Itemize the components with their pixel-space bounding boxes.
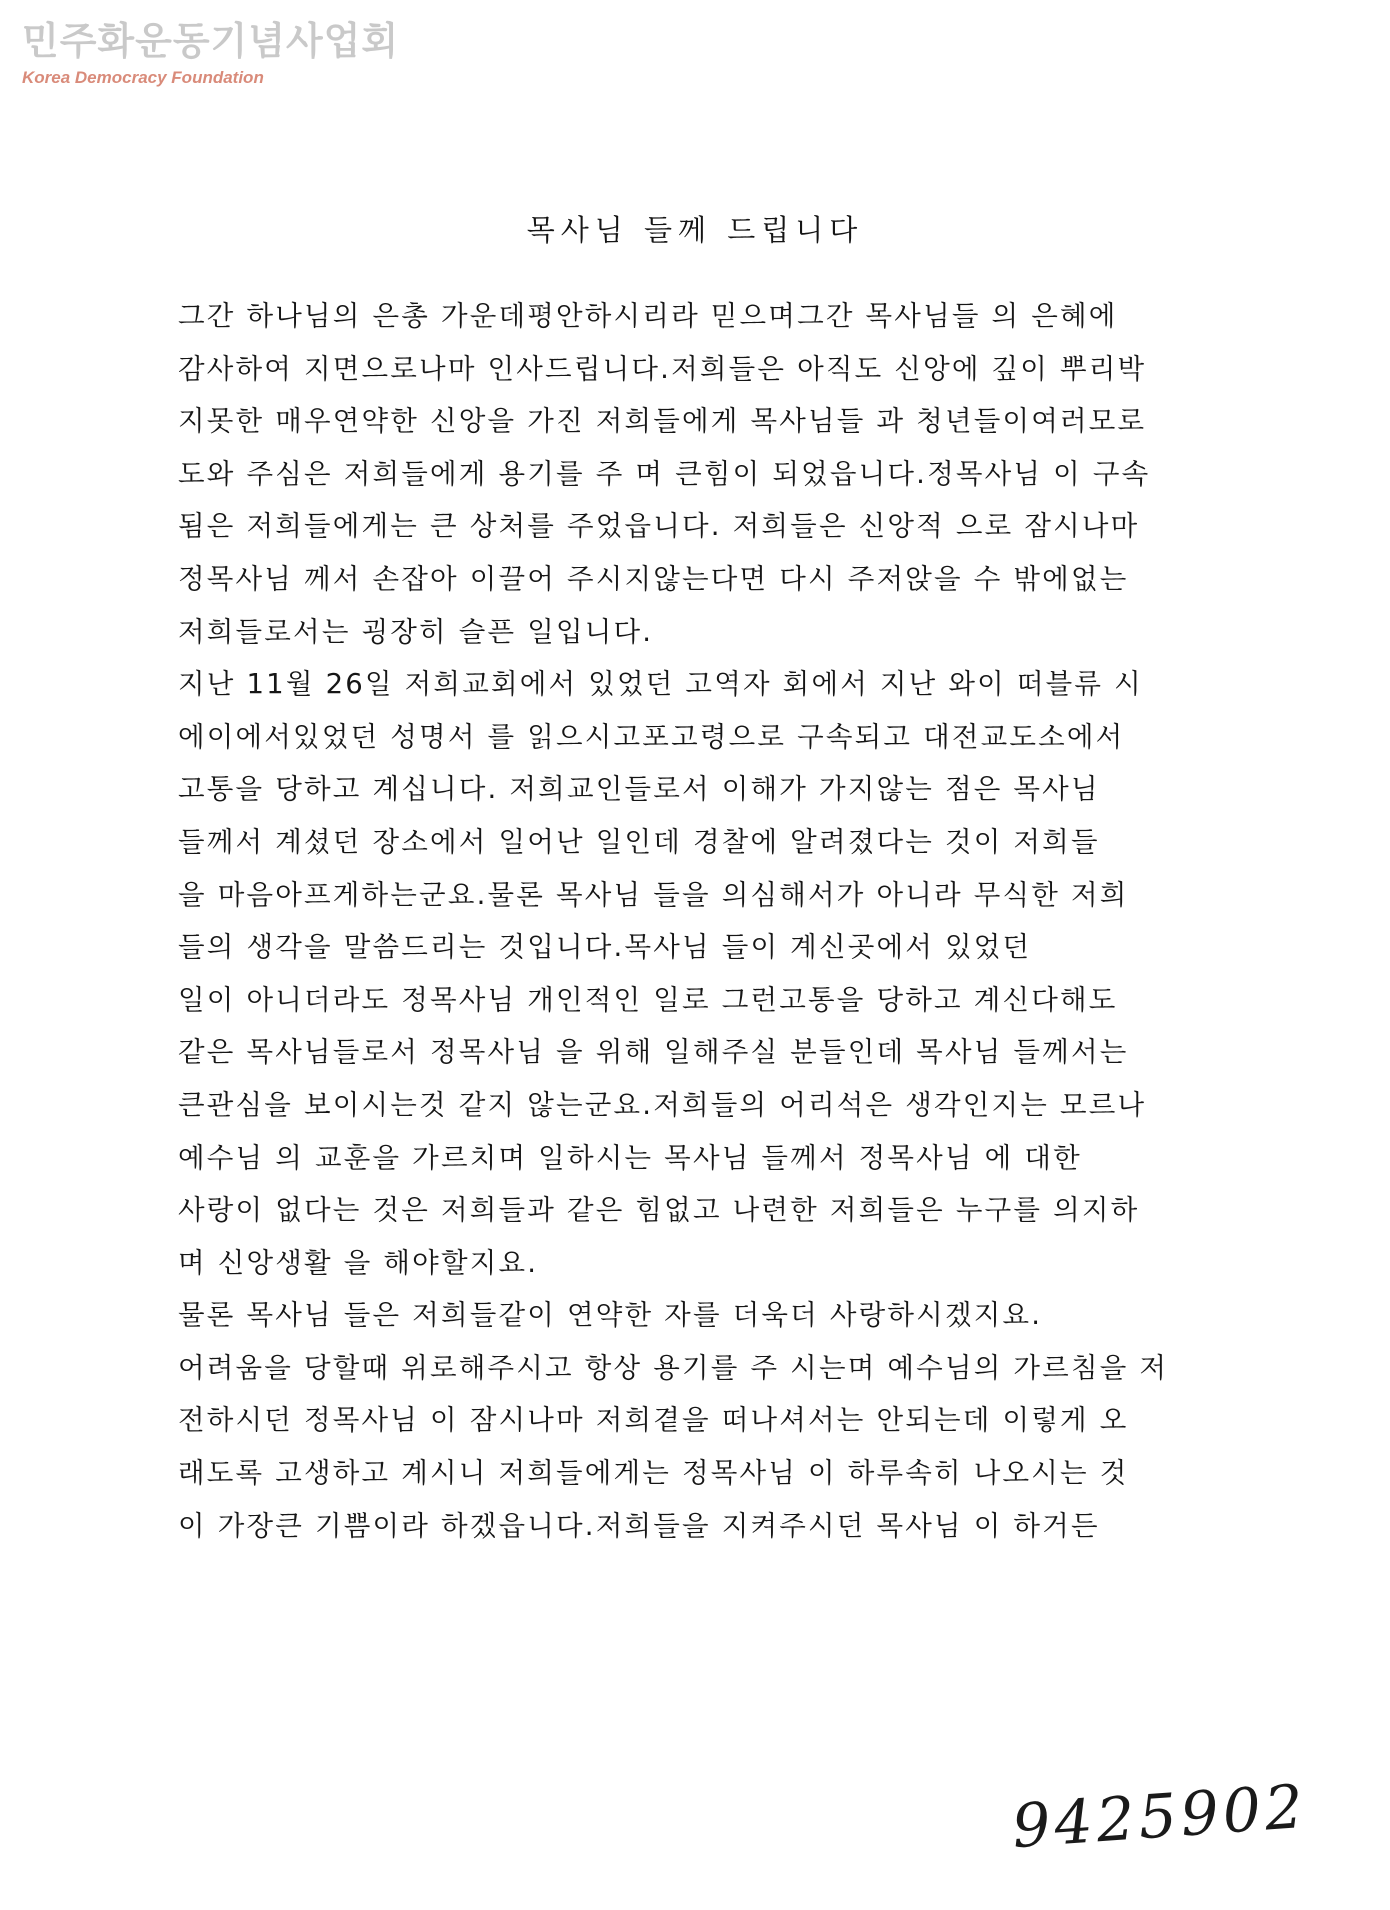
letter-line: 이 가장큰 기쁨이라 하겠읍니다.저희들을 지켜주시던 목사님 이 하거든 [178,1509,1100,1542]
watermark-korean-logo: 민주화운동기념사업회 [22,19,400,63]
handwritten-reference-number: 9425902 [1009,1771,1310,1863]
letter-line: 일이 아니더라도 정목사님 개인적인 일로 그런고통을 당하고 계신다해도 [178,983,1118,1016]
letter-line: 저희들로서는 굉장히 슬픈 일입니다. [178,615,654,648]
letter-line: 며 신앙생활 을 해야할지요. [178,1246,539,1279]
letter-line: 고통을 당하고 계십니다. 저희교인들로서 이해가 가지않는 점은 목사님 [178,773,1100,806]
letter-body [178,290,1238,1552]
letter-line: 큰관심을 보이시는것 같지 않는군요.저희들의 어리석은 생각인지는 모르나 [178,1088,1147,1121]
letter-line: 지못한 매우연약한 신앙을 가진 저희들에게 목사님들 과 청년들이여러모로 [178,405,1147,438]
letter-title: 목사님 들께 드립니다 [526,213,864,247]
letter-line: 지난 11월 26일 저희교회에서 있었던 고역자 회에서 지난 와이 떠블류 시 [178,668,1143,701]
letter-line: 같은 목사님들로서 정목사님 을 위해 일해주실 분들인데 목사님 들께서는 [178,1036,1129,1069]
letter-line: 에이에서있었던 성명서 를 읽으시고포고령으로 구속되고 대전교도소에서 [178,720,1125,753]
watermark-english-logo: Korea Democracy Foundation [22,68,264,87]
letter-line: 그간 하나님의 은총 가운데평안하시리라 믿으며그간 목사님들 의 은혜에 [178,300,1118,332]
letter-line: 어려움을 당할때 위로해주시고 항상 용기를 주 시는며 예수님의 가르침을 저 [178,1351,1169,1384]
letter-line: 들의 생각을 말씀드리는 것입니다.목사님 들이 계신곳에서 있었던 [178,931,1032,964]
watermark [22,18,399,88]
letter-line: 을 마음아프게하는군요.물론 목사님 들을 의심해서가 아니라 무식한 저희 [178,878,1129,911]
letter-line: 정목사님 께서 손잡아 이끌어 주시지않는다면 다시 주저앉을 수 밖에없는 [178,562,1129,595]
letter-line: 들께서 계셨던 장소에서 일어난 일인데 경찰에 알려졌다는 것이 저희들 [178,825,1100,858]
letter-line: 감사하여 지면으로나마 인사드립니다.저희들은 아직도 신앙에 깊이 뿌리박 [178,352,1147,385]
letter-line: 사랑이 없다는 것은 저희들과 같은 힘없고 나련한 저희들은 누구를 의지하 [178,1194,1140,1227]
letter-line: 예수님 의 교훈을 가르치며 일하시는 목사님 들께서 정목사님 에 대한 [178,1141,1082,1174]
letter-line: 래도록 고생하고 계시니 저희들에게는 정목사님 이 하루속히 나오시는 것 [178,1457,1129,1490]
letter-line: 도와 주심은 저희들에게 용기를 주 며 큰힘이 되었읍니다.정목사님 이 구속 [178,457,1151,490]
letter-line: 전하시던 정목사님 이 잠시나마 저희곁을 떠나셔서는 안되는데 이렇게 오 [178,1404,1129,1437]
letter-line: 물론 목사님 들은 저희들같이 연약한 자를 더욱더 사랑하시겠지요. [178,1299,1043,1332]
letter-line: 됨은 저희들에게는 큰 상처를 주었읍니다. 저희들은 신앙적 으로 잠시나마 [178,510,1140,543]
